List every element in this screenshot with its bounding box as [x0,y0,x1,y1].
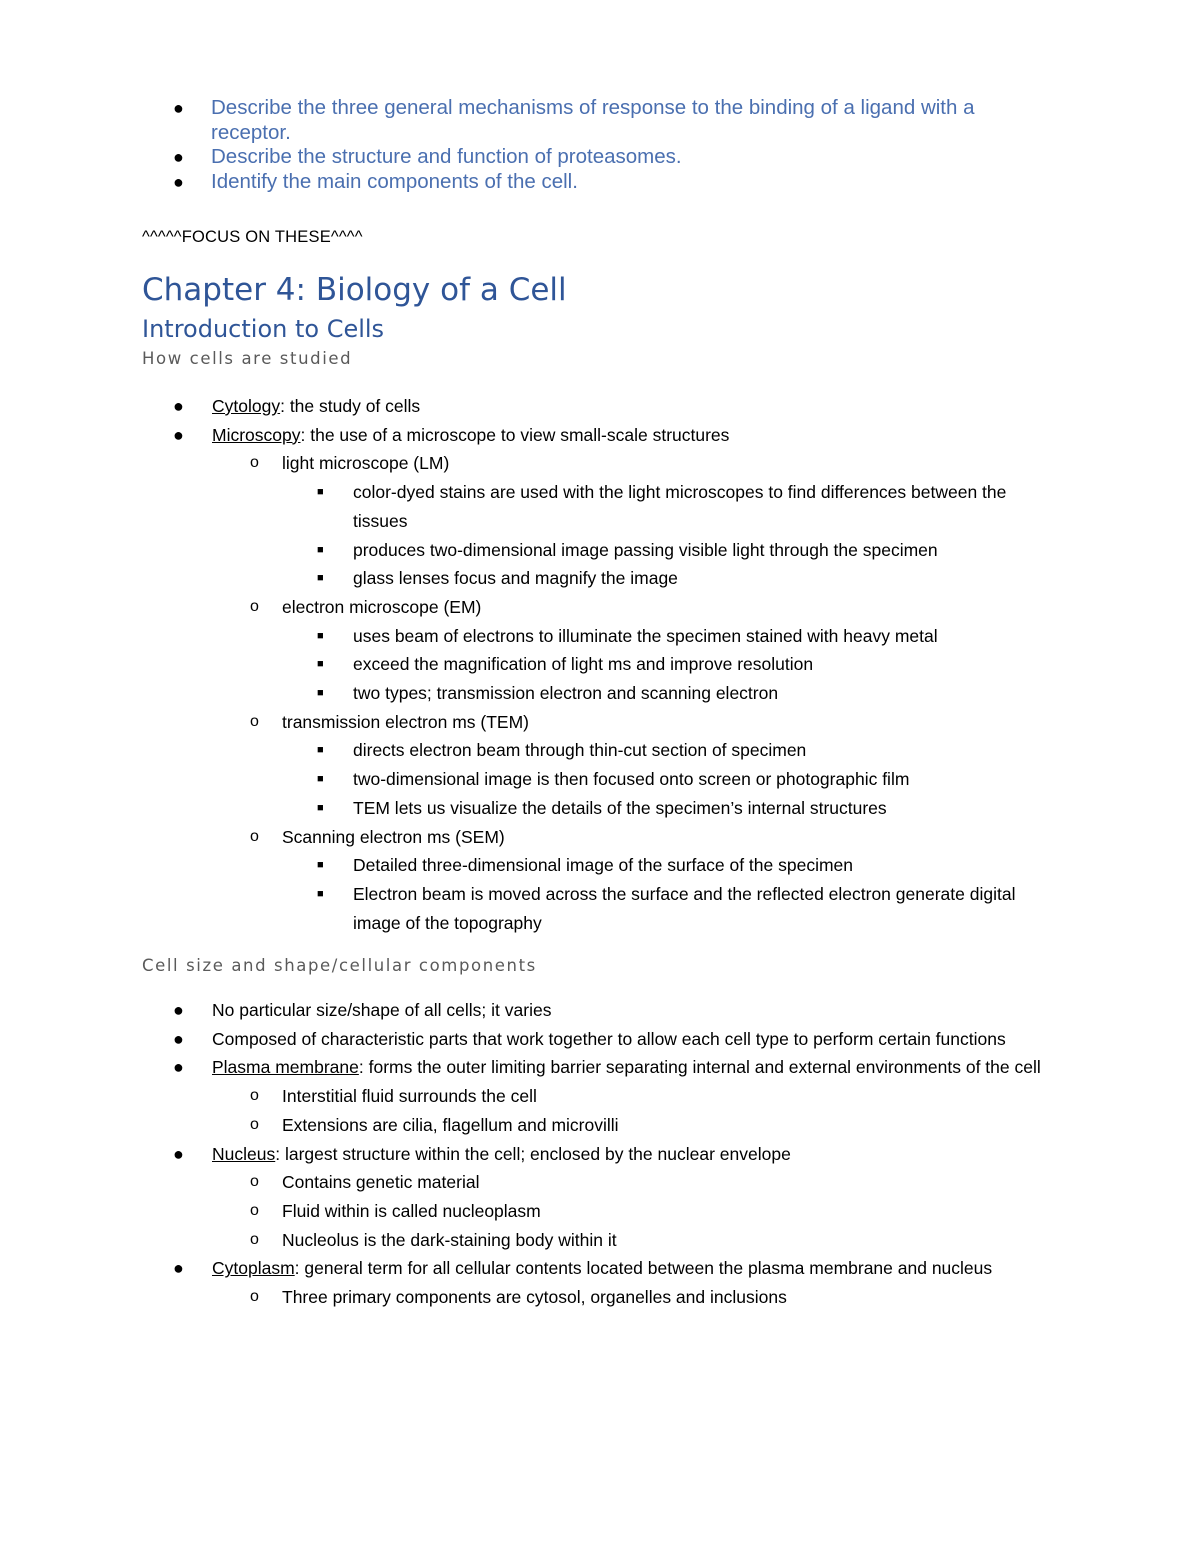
list-item: ■ exceed the magnification of light ms and improve resolution [353,650,1053,679]
circle-bullet-icon: o [250,827,259,845]
bullet-icon: ● [173,1028,184,1049]
bullet-icon: ● [173,1143,184,1164]
bullet-icon: ● [173,98,184,118]
list-item: o Interstitial fluid surrounds the cell [282,1082,1052,1111]
list-item: ● Cytology: the study of cells [212,392,1052,421]
square-bullet-icon: ■ [317,543,324,556]
chapter-title: Chapter 4: Biology of a Cell [142,272,567,308]
circle-bullet-icon: o [250,1173,259,1191]
list-item: ■ TEM lets us visualize the details of the specimen’s internal structures [353,794,1053,823]
subsection-heading: Cell size and shape/cellular components [142,956,537,975]
circle-bullet-icon: o [250,597,259,615]
bullet-icon: ● [173,1258,184,1279]
list-item: o transmission electron ms (TEM) [282,708,1052,737]
list-item: o light microscope (LM) [282,449,1052,478]
list-item: ● Nucleus: largest structure within the cell; enclosed by the nuclear envelope [212,1140,1052,1169]
bullet-icon: ● [173,1057,184,1078]
list-item: ■ directs electron beam through thin-cut section of specimen [353,736,1053,765]
square-bullet-icon: ■ [317,801,324,814]
list-item: o Scanning electron ms (SEM) [282,823,1052,852]
bullet-icon: ● [173,171,184,192]
circle-bullet-icon: o [250,1087,259,1105]
list-item: ● Composed of characteristic parts that work together to allow each cell type to perform certain functions [212,1025,1052,1054]
square-bullet-icon: ■ [317,572,324,585]
cell-size-list [0,996,1052,1312]
list-item: ● Plasma membrane: forms the outer limiting barrier separating internal and external environments of the cell [212,1053,1052,1082]
square-bullet-icon: ■ [317,744,324,757]
circle-bullet-icon: o [250,712,259,730]
list-item: ■ Detailed three-dimensional image of the surface of the specimen [353,851,1053,880]
list-item: o Contains genetic material [282,1168,1052,1197]
list-item: o electron microscope (EM) [282,593,1052,622]
square-bullet-icon: ■ [317,859,324,872]
list-item: o Three primary components are cytosol, organelles and inclusions [282,1283,1052,1312]
list-item: ● Cytoplasm: general term for all cellular contents located between the plasma membrane and nucleus [212,1254,1052,1283]
list-item: ● No particular size/shape of all cells; it varies [212,996,1052,1025]
objective-item: ● Describe the structure and function of proteasomes. [173,145,682,168]
square-bullet-icon: ■ [317,687,324,700]
circle-bullet-icon: o [250,1230,259,1248]
list-item: ■ Electron beam is moved across the surface and the reflected electron generate digital image of the topography [353,880,1053,937]
objective-item: ● Describe the three general mechanisms of response to the binding of a ligand with a receptor. [173,96,975,144]
square-bullet-icon: ■ [317,629,324,642]
subsection-heading: How cells are studied [142,349,353,368]
section-title: Introduction to Cells [142,315,385,343]
focus-note: ^^^^^FOCUS ON THESE^^^^ [142,228,363,246]
bullet-icon: ● [173,1000,184,1020]
square-bullet-icon: ■ [317,887,324,900]
bullet-icon: ● [173,424,184,445]
square-bullet-icon: ■ [317,773,324,786]
list-item: o Extensions are cilia, flagellum and microvilli [282,1111,1052,1140]
how-cells-studied-list [0,392,1053,937]
list-item: ● Microscopy: the use of a microscope to view small-scale structures [212,421,1052,450]
bullet-icon: ● [173,147,184,167]
list-item: o Nucleolus is the dark-staining body within it [282,1226,1052,1255]
list-item: o Fluid within is called nucleoplasm [282,1197,1052,1226]
circle-bullet-icon: o [250,454,259,472]
square-bullet-icon: ■ [317,486,324,499]
list-item: ■ two types; transmission electron and scanning electron [353,679,1053,708]
circle-bullet-icon: o [250,1201,259,1219]
objectives-list [0,96,1031,194]
list-item: ■ produces two-dimensional image passing visible light through the specimen [353,536,1053,565]
bullet-icon: ● [173,396,184,416]
list-item: ■ glass lenses focus and magnify the image [353,564,1053,593]
objective-item: ● Identify the main components of the cell. [173,169,578,193]
circle-bullet-icon: o [250,1115,259,1133]
list-item: ■ two-dimensional image is then focused onto screen or photographic film [353,765,1053,794]
list-item: ■ color-dyed stains are used with the light microscopes to find differences between the tissues [353,478,1053,535]
list-item: ■ uses beam of electrons to illuminate the specimen stained with heavy metal [353,622,1053,651]
square-bullet-icon: ■ [317,658,324,671]
circle-bullet-icon: o [250,1288,259,1306]
